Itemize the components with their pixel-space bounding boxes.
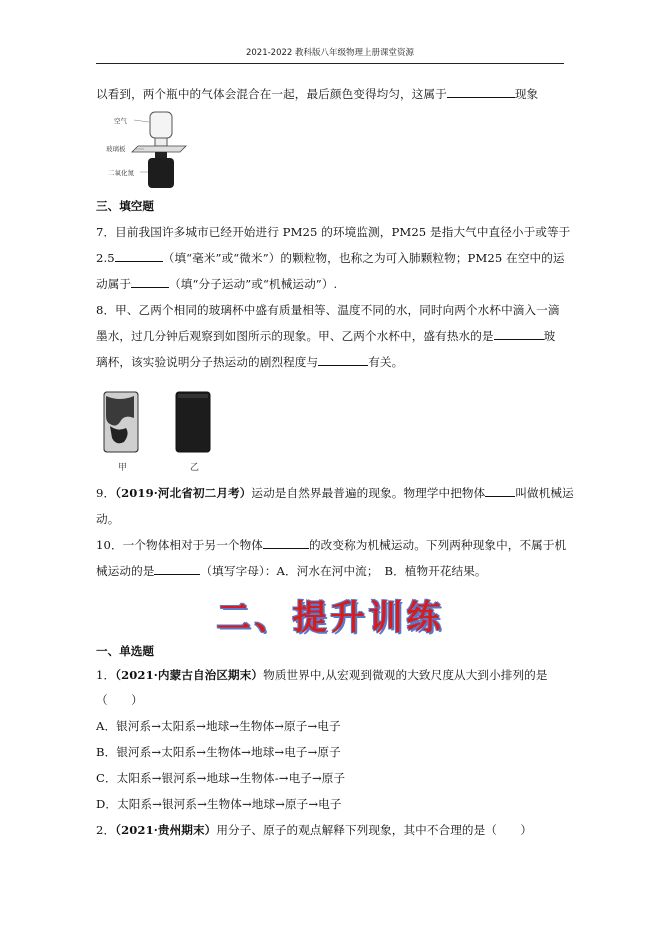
q10-text: （填写字母）：A．河水在河中流； B．植物开花结果。 bbox=[200, 564, 487, 578]
q8-text: 璃杯，该实验说明分子热运动的剧烈程度与 bbox=[96, 355, 319, 369]
label-beaker-a: 甲 bbox=[118, 463, 128, 473]
page-header: 2021-2022 教科版八年级物理上册课堂资源 bbox=[245, 48, 415, 58]
section-fill-blank-title: 三、填空题 bbox=[96, 199, 154, 213]
part-two-title: 二、提升训练 bbox=[216, 598, 445, 638]
label-beaker-b: 乙 bbox=[190, 463, 200, 473]
intro-line bbox=[96, 86, 566, 102]
intro-text: 以看到，两个瓶中的气体会混合在一起，最后颜色变得均匀，这属于 bbox=[96, 87, 447, 101]
bottles-illustration bbox=[114, 110, 194, 190]
mc1-paren: （ ） bbox=[96, 693, 143, 707]
mc1-stem bbox=[96, 667, 566, 683]
q9-line1 bbox=[96, 485, 574, 501]
answer-blank[interactable] bbox=[447, 86, 515, 98]
q10-text: 10．一个物体相对于另一个物体 bbox=[96, 538, 263, 552]
mc1-option-d[interactable]: D．太阳系→银河系→生物体→地球→原子→电子 bbox=[96, 797, 342, 811]
q10-text: 的改变称为机械运动。下列两种现象中，不属于机 bbox=[308, 538, 567, 552]
mc2-text: 用分子、原子的观点解释下列现象，其中不合理的是（ ） bbox=[216, 823, 533, 837]
q8-line3 bbox=[96, 354, 566, 370]
q7-text: （填“分子运动”或“机械运动”）. bbox=[169, 277, 338, 291]
q8-text: 玻 bbox=[543, 329, 556, 343]
mc1-text: 物质世界中,从宏观到微观的大致尺度从大到小排列的是 bbox=[263, 668, 548, 682]
q9-source: （2019·河北省初二月考） bbox=[115, 486, 252, 500]
q7-text: （填“毫米”或“微米”）的颗粒物，也称之为可入肺颗粒物；PM25 在空中的运 bbox=[162, 251, 565, 265]
mc1-source: （2021·内蒙古自治区期末） bbox=[115, 668, 264, 682]
mc1-option-c[interactable]: C．太阳系→银河系→地球→生物体-→电子→原子 bbox=[96, 771, 346, 785]
q9-number: 9． bbox=[96, 486, 116, 500]
answer-blank[interactable] bbox=[131, 276, 169, 288]
q7-text: 2.5 bbox=[96, 251, 115, 265]
header-divider bbox=[96, 63, 564, 64]
q9-line2: 动。 bbox=[96, 512, 120, 526]
q8-line2 bbox=[96, 328, 566, 344]
label-no2: 二氧化氮 bbox=[108, 169, 134, 177]
answer-blank[interactable] bbox=[485, 485, 515, 497]
q7-line1: 7．目前我国许多城市已经开始进行 PM25 的环境监测，PM25 是指大气中直径小于或等于 bbox=[96, 225, 571, 239]
answer-blank[interactable] bbox=[154, 563, 200, 575]
mc1-option-b[interactable]: B．银河系→太阳系→生物体→地球→电子→原子 bbox=[96, 745, 341, 759]
q8-line1: 8．甲、乙两个相同的玻璃杯中盛有质量相等、温度不同的水，同时向两个水杯中滴入一滴 bbox=[96, 303, 560, 317]
answer-blank[interactable] bbox=[263, 537, 309, 549]
q7-text: 动属于 bbox=[96, 277, 132, 291]
answer-blank[interactable] bbox=[318, 354, 368, 366]
q10-text: 械运动的是 bbox=[96, 564, 155, 578]
q7-line2 bbox=[96, 250, 566, 266]
intro-text-end: 现象 bbox=[514, 87, 539, 101]
beakers-figure bbox=[100, 388, 220, 473]
mc1-number: 1． bbox=[96, 668, 116, 682]
q10-line1 bbox=[96, 537, 566, 553]
q8-text: 墨水，过几分钟后观察到如图所示的现象。甲、乙两个水杯中，盛有热水的是 bbox=[96, 329, 494, 343]
mc2-source: （2021·贵州期末） bbox=[115, 823, 217, 837]
mc2-number: 2． bbox=[96, 823, 116, 837]
mc1-option-a[interactable]: A．银河系→太阳系→地球→生物体→原子→电子 bbox=[96, 719, 341, 733]
label-glass-plate: 玻璃板 bbox=[106, 145, 126, 153]
answer-blank[interactable] bbox=[494, 328, 544, 340]
q8-text: 有关。 bbox=[368, 355, 404, 369]
section-single-choice-title: 一、单选题 bbox=[96, 644, 154, 658]
q10-line2 bbox=[96, 563, 566, 579]
answer-blank[interactable] bbox=[115, 250, 163, 262]
q9-text: 运动是自然界最普遍的现象。物理学中把物体 bbox=[251, 486, 486, 500]
beakers-illustration bbox=[100, 388, 220, 458]
diffusion-apparatus-figure bbox=[106, 110, 194, 190]
label-air: 空气 bbox=[114, 117, 127, 125]
q9-text: 叫做机械运 bbox=[515, 486, 574, 500]
mc2-stem bbox=[96, 822, 566, 838]
q7-line3 bbox=[96, 276, 566, 292]
